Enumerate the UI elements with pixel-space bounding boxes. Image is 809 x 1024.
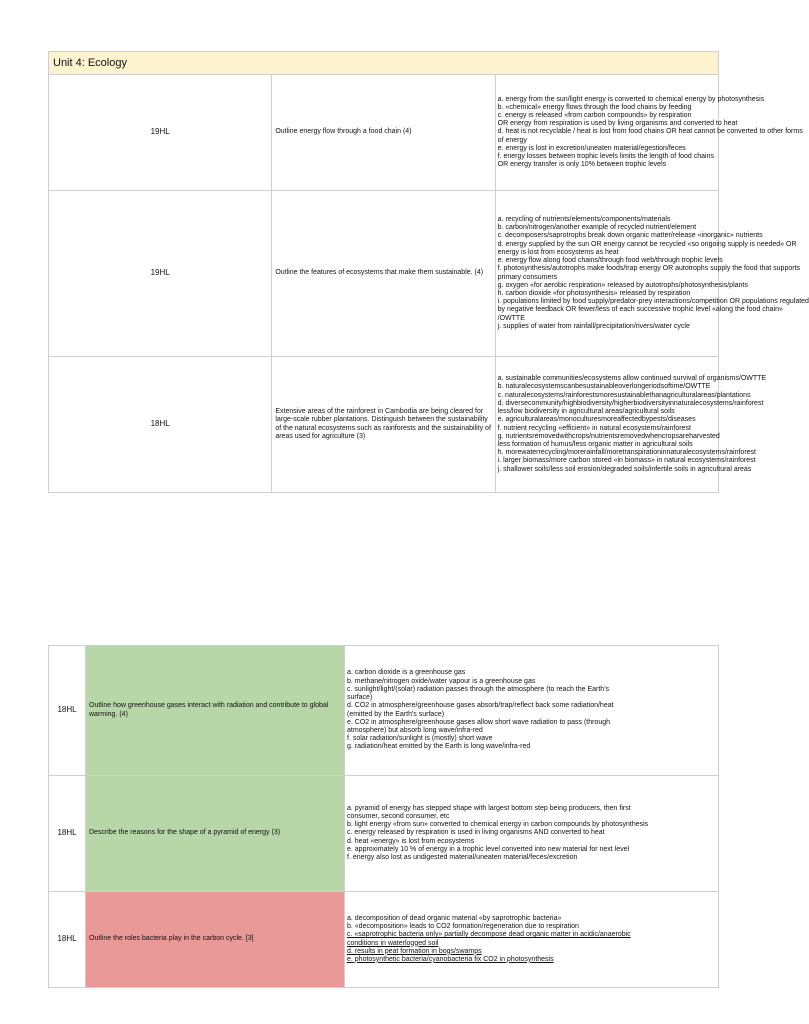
answer-list xyxy=(495,191,809,357)
answer-line: c. naturalecosystems/rainforestsmoresustainablethanagriculturalareas/plantations xyxy=(497,391,751,399)
answer-line: OR energy from respiration is used by living organisms and converted to heat xyxy=(497,120,738,128)
question-code: 18HL xyxy=(49,892,86,988)
answer-list xyxy=(495,75,803,191)
question-text: Outline how greenhouse gases interact with radiation and contribute to global warming. (4) xyxy=(86,646,345,776)
answer-line: h. morewaterrecycling/morerainfall/moretranspirationinnaturalecosystems/rainforest xyxy=(497,449,756,457)
table-row xyxy=(49,892,719,988)
answer-line: a. carbon dioxide is a greenhouse gas xyxy=(347,669,466,677)
answer-list xyxy=(345,646,719,776)
answer-line: by negative feedback OR fewer/less of each successive trophic level «along the food chain» xyxy=(497,306,783,314)
question-code: 19HL xyxy=(49,75,272,191)
answer-line: (emitted by the Earth's surface) xyxy=(347,710,445,718)
answer-line: d. heat is not recyclable / heat is lost from food chains OR heat cannot be converted to other forms xyxy=(497,128,803,136)
answer-line: consumer, second consumer, etc xyxy=(347,812,450,820)
answer-line: f. photosynthesis/autotrophs make foods/trap energy OR autotrophs supply the food that supports xyxy=(497,265,801,273)
answer-list xyxy=(345,776,719,892)
answer-line: /OWTTE xyxy=(497,314,525,322)
answer-line: d. diversecommunity/highbiodiversity/higherbiodiversityinnaturalecosystems/rainforest xyxy=(497,399,764,407)
table-row xyxy=(49,776,719,892)
answer-list xyxy=(345,892,719,988)
table-row xyxy=(49,646,719,776)
answer-line: f. nutrient recycling «efficient» in natural ecosystems/rainforest xyxy=(497,424,691,432)
answer-line: c. energy is released «from carbon compounds» by respiration xyxy=(497,111,692,119)
answer-line: d. heat «energy» is lost from ecosystems xyxy=(347,837,475,845)
answer-line: f. energy also lost as undigested material/uneaten material/feces/excretion xyxy=(347,854,578,861)
answer-line: energy is lost from ecosystems as heat xyxy=(497,248,619,256)
table-row xyxy=(49,357,719,493)
question-text: Outline the roles bacteria play in the carbon cycle. [3] xyxy=(86,892,345,988)
answer-line: conditions in waterlogged soil xyxy=(347,939,439,947)
table-row xyxy=(49,191,719,357)
ecology-table-2 xyxy=(48,645,719,988)
answer-line: i. populations limited by food supply/predator-prey interactions/competition OR populations regulated xyxy=(497,298,809,306)
question-text: Describe the reasons for the shape of a pyramid of energy (3) xyxy=(86,776,345,892)
answer-line: a. pyramid of energy has stepped shape with largest bottom step being producers, then first xyxy=(347,804,631,812)
answer-line: of energy xyxy=(497,136,527,144)
question-code: 18HL xyxy=(49,357,272,493)
answer-line: primary consumers xyxy=(497,273,558,281)
answer-line: f. energy losses between trophic levels limits the length of food chains xyxy=(497,153,714,160)
answer-line: d. CO2 in atmosphere/greenhouse gases absorb/trap/reflect back some radiation/heat xyxy=(347,702,614,710)
answer-line: b. naturalecosystemscanbesustainableoverlongeriodsoftime/OWTTE xyxy=(497,383,711,391)
unit-title: Unit 4: Ecology xyxy=(49,52,719,75)
answer-line: b. carbon/nitrogen/another example of recycled nutrient/element xyxy=(497,224,697,232)
answer-line: surface) xyxy=(347,694,373,702)
answer-line: e. approximately 10 % of energy in a trophic level converted into new material for next level xyxy=(347,845,630,853)
answer-line: g. nutrientsremovedwithcrops/nutrientsremovedwhencropsareharvested xyxy=(497,432,720,440)
table-row xyxy=(49,75,719,191)
ecology-table-1 xyxy=(48,51,809,493)
question-code: 18HL xyxy=(49,776,86,892)
answer-line: e. energy flow along food chains/through food web/through trophic levels xyxy=(497,257,723,265)
answer-line: f. solar radiation/sunlight is (mostly) short wave xyxy=(347,735,493,743)
answer-line: less/low biodiversity in agricultural areas/agricultural soils xyxy=(497,408,675,416)
answer-line: c. decomposers/saprotrophs break down organic matter/release «inorganic» nutrients xyxy=(497,232,763,240)
answer-line: g. oxygen «for aerobic respiration» released by autotrophs/photosynthesis/plants xyxy=(497,281,748,289)
answer-line: a. energy from the sun/light energy is converted to chemical energy by photosynthesis xyxy=(497,95,765,103)
answer-line: j. shallower soils/less soil erosion/degraded soils/infertile soils in agricultural areas xyxy=(497,465,752,473)
question-code: 19HL xyxy=(49,191,272,357)
question-text: Outline energy flow through a food chain (4) xyxy=(272,75,495,191)
answer-line: b. «decomposition» leads to CO2 formation/regeneration due to respiration xyxy=(347,923,579,931)
answer-line: OR energy transfer is only 10% between trophic levels xyxy=(497,161,667,169)
answer-line: e. agriculturalareas/monoculturesmoreaffectedbypests/diseases xyxy=(497,416,696,424)
answer-line: i. larger biomass/more carbon stored «in biomass» in natural ecosystems/rainforest xyxy=(497,457,756,465)
answer-line: e. CO2 in atmosphere/greenhouse gases allow short wave radiation to pass (through xyxy=(347,718,611,726)
answer-line: j. supplies of water from rainfall/precipitation/rivers/water cycle xyxy=(497,322,690,330)
answer-line: atmosphere) but absorb long wave/infra-red xyxy=(347,726,483,734)
question-code: 18HL xyxy=(49,646,86,776)
question-text: Outline the features of ecosystems that make them sustainable. (4) xyxy=(272,191,495,357)
answer-line: d. energy supplied by the sun OR energy cannot be recycled «so ongoing supply is needed» OR xyxy=(497,240,797,248)
answer-line: e. photosynthetic bacteria/cyanobacteria fix CO2 in photosynthesis xyxy=(347,955,554,963)
answer-line: c. energy released by respiration is used in living organisms AND converted to heat xyxy=(347,829,605,837)
answer-list xyxy=(495,357,767,493)
answer-line: c. «saprotrophic bacteria only» partially decompose dead organic matter in acidic/anaerobic xyxy=(347,931,631,939)
answer-line: a. decomposition of dead organic material «by saprotrophic bacteria» xyxy=(347,914,562,922)
answer-line: b. light energy «from sun» converted to chemical energy in carbon compounds by photosynthesis xyxy=(347,821,649,829)
answer-line: g. radiation/heat emitted by the Earth is long wave/infra-red xyxy=(347,743,531,751)
question-text: Extensive areas of the rainforest in Cambodia are being cleared for large-scale rubber plantations. Distinguish between the sustainability of the natural ecosystems such as rainforests and the sustainability of areas used for agriculture (3) xyxy=(272,357,495,493)
answer-line: a. sustainable communities/ecosystems allow continued survival of organisms/OWTTE xyxy=(497,375,767,383)
answer-line: h. carbon dioxide «for photosynthesis» released by respiration xyxy=(497,289,691,297)
answer-line: e. energy is lost in excretion/uneaten material/egestion/feces xyxy=(497,144,686,152)
answer-line: a. recycling of nutrients/elements/components/materials xyxy=(497,216,671,224)
answer-line: less formation of humus/less organic matter in agricultural soils xyxy=(497,440,693,448)
answer-line: b. «chemical» energy flows through the food chains by feeding xyxy=(497,103,692,111)
answer-line: c. sunlight/light/(solar) radiation passes through the atmosphere (to reach the Earth's xyxy=(347,685,610,693)
answer-line: d. results in peat formation in bogs/swamps xyxy=(347,947,482,955)
answer-line: b. methane/nitrogen oxide/water vapour is a greenhouse gas xyxy=(347,677,536,685)
